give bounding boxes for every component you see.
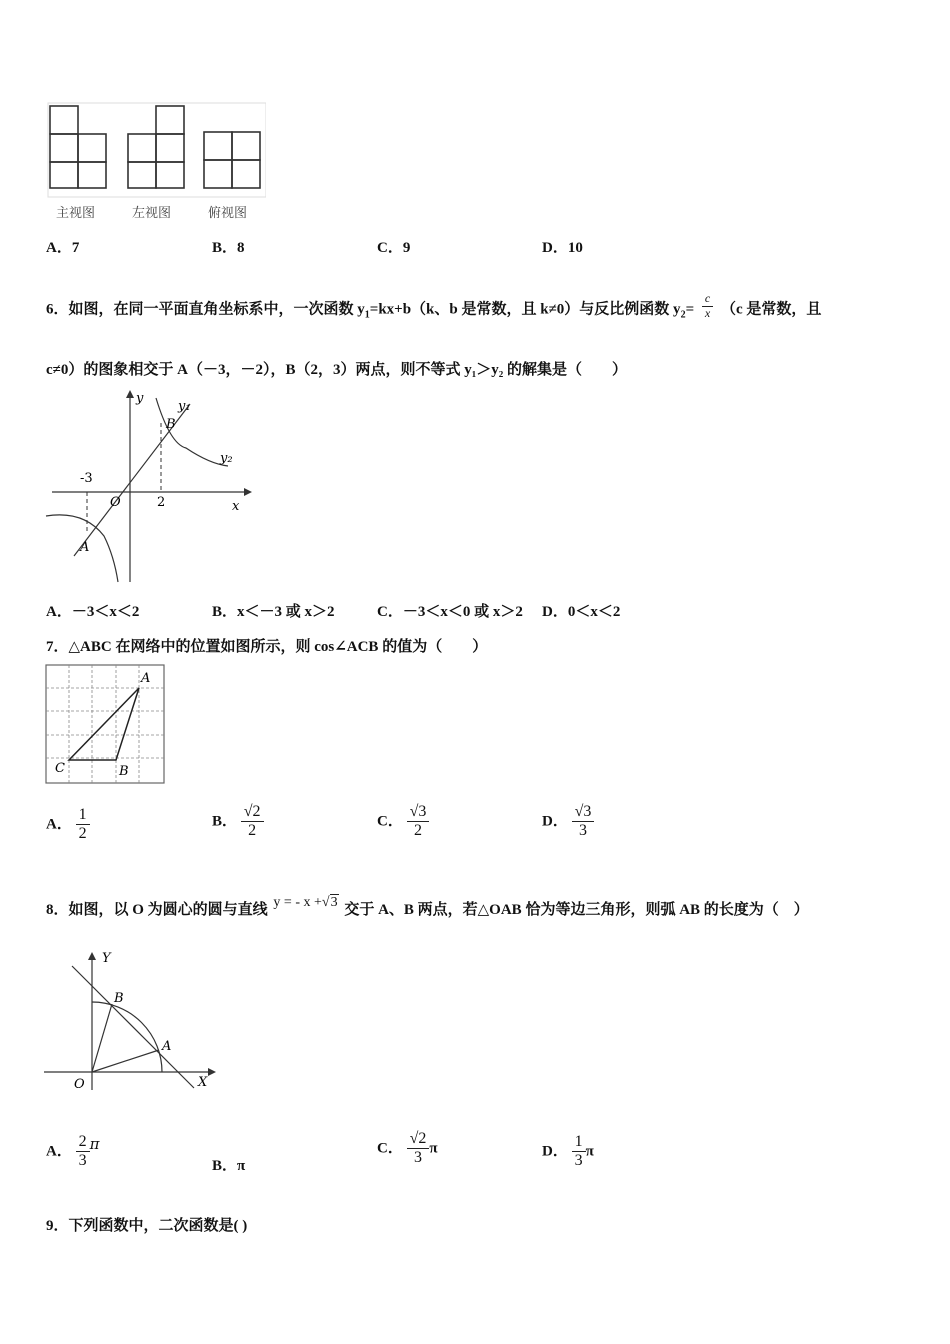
q7-option-c-fraction	[407, 803, 430, 841]
q7-option-d-fraction	[572, 803, 595, 841]
top-view-label: 俯视图	[208, 206, 248, 221]
q6-option-d[interactable]: D．0＜x＜2	[542, 604, 621, 620]
q8-option-d-fraction	[572, 1133, 586, 1171]
q6-neg3-label: -3	[80, 471, 93, 486]
q5-option-c[interactable]: C．9	[377, 240, 411, 256]
q8-segment-oa	[92, 1050, 159, 1072]
q6-sub-1: 1	[364, 309, 370, 321]
figure-border	[48, 103, 266, 197]
q6-stem-part-b: =kx+b（k、b 是常数，且 k≠0）与反比例函数 y	[369, 301, 681, 318]
q7-option-a-fraction	[76, 806, 90, 844]
q6-option-a[interactable]: A．－3＜x＜2	[46, 604, 140, 620]
q8-a-pi: π	[89, 1135, 100, 1154]
q8-stem	[46, 895, 809, 919]
q8-option-c-fraction	[407, 1130, 430, 1168]
q5-option-d[interactable]: D．10	[542, 240, 583, 256]
q8-c-radicand: 2	[418, 1130, 427, 1147]
q6-x-arrow	[244, 488, 252, 496]
q8-c-den: 3	[413, 1149, 422, 1167]
q7-option-b[interactable]	[212, 803, 264, 841]
q8-segment-ob	[92, 1004, 112, 1072]
q8-d-num: 1	[572, 1133, 586, 1152]
q7-point-a-label: A	[141, 671, 151, 686]
q6-stem-part-d: （c 是常数，且	[720, 301, 822, 318]
q7-stem: 7．△ABC 在网络中的位置如图所示，则 cos∠ACB 的值为（ ）	[46, 639, 488, 655]
sqrt-sign: √	[243, 803, 253, 820]
front-view-label: 主视图	[56, 206, 96, 221]
q7-point-c-label: C	[55, 761, 65, 776]
q6-hyperbola-right	[156, 398, 228, 466]
q7-a-num: 1	[76, 806, 90, 825]
q6-y1-label: y₁	[178, 399, 191, 414]
q6-option-c[interactable]: C．－3＜x＜0 或 x＞2	[377, 604, 523, 620]
q8-a-num: 2	[76, 1133, 90, 1152]
q6-stem-part-a: 6．如图，在同一平面直角坐标系中，一次函数 y	[46, 301, 365, 318]
q6-y-arrow	[126, 390, 134, 398]
q8-origin-label: O	[74, 1077, 85, 1092]
q9-stem: 9．下列函数中，二次函数是( )	[46, 1218, 248, 1234]
q7-option-d-label: D．	[542, 813, 568, 830]
three-views-figure	[44, 100, 266, 224]
q6-frac-den: x	[704, 305, 711, 320]
q6-point-b-label: B	[166, 417, 176, 432]
q6-point-a-label: A	[80, 540, 90, 555]
q6-y-label: y	[136, 391, 144, 406]
q8-d-pi: π	[585, 1143, 594, 1160]
q7-b-radicand: 2	[252, 803, 261, 820]
q8-c-pi: π	[429, 1140, 438, 1157]
q8-formula	[273, 895, 338, 910]
q8-formula-text: y = - x +	[273, 895, 322, 910]
q7-grid-figure	[45, 664, 165, 786]
q7-d-radicand: 3	[583, 803, 592, 820]
q7-option-b-fraction	[241, 803, 264, 841]
q7-option-c[interactable]	[377, 803, 429, 841]
q8-option-b[interactable]: B．π	[212, 1158, 246, 1174]
q6-fraction-c-over-x	[702, 292, 713, 321]
sqrt-sign: √	[409, 803, 419, 820]
q8-a-den: 3	[78, 1152, 87, 1170]
q7-d-den: 3	[578, 822, 587, 840]
q8-graph	[42, 944, 222, 1094]
q8-option-c[interactable]	[377, 1130, 438, 1168]
q8-option-c-label: C．	[377, 1140, 403, 1157]
q8-option-d-label: D．	[542, 1143, 568, 1160]
sqrt-sign: √	[321, 895, 330, 910]
q8-formula-radicand: 3	[330, 895, 338, 910]
q7-option-c-label: C．	[377, 813, 403, 830]
q8-line	[72, 966, 194, 1088]
q8-stem-part-a: 8．如图，以 O 为圆心的圆与直线	[46, 902, 268, 918]
sqrt-sign: √	[409, 1130, 419, 1147]
q6-option-b[interactable]: B．x＜－3 或 x＞2	[212, 604, 335, 620]
q6-two-label: 2	[157, 495, 166, 510]
q7-a-den: 2	[78, 825, 87, 843]
front-view-shape	[50, 106, 106, 188]
q8-y-label: Y	[102, 951, 111, 966]
q6-stem-line1	[46, 291, 822, 325]
q6-frac-num: c	[702, 292, 713, 307]
q8-stem-part-b: 交于 A、B 两点，若△OAB 恰为等边三角形，则弧 AB 的长度为（ ）	[344, 902, 809, 918]
three-views-drawing	[44, 100, 266, 200]
q7-option-b-label: B．	[212, 813, 238, 830]
q8-y-arrow	[88, 952, 96, 960]
q7-c-den: 2	[413, 822, 422, 840]
q7-option-a-label: A．	[46, 816, 72, 833]
q6-sub-2: 2	[680, 309, 686, 321]
q8-point-b-label: B	[114, 991, 124, 1006]
q8-option-a-label: A．	[46, 1143, 72, 1160]
q5-option-a[interactable]: A．7	[46, 240, 80, 256]
q8-option-a[interactable]	[46, 1133, 99, 1171]
q6-stem-equals: =	[685, 301, 695, 318]
left-view-label: 左视图	[132, 206, 172, 221]
q7-option-d[interactable]	[542, 803, 594, 841]
q8-option-d[interactable]	[542, 1133, 594, 1171]
q7-b-den: 2	[248, 822, 257, 840]
q6-origin-label: O	[110, 495, 121, 510]
top-view-shape	[204, 132, 260, 188]
q8-d-den: 3	[574, 1152, 583, 1170]
q6-stem-line2: c≠0）的图象相交于 A（－3，－2），B（2，3）两点，则不等式 y₁＞y₂ 的解集是（ ）	[46, 362, 627, 378]
q7-c-radicand: 3	[418, 803, 427, 820]
q6-graph	[44, 386, 254, 586]
q6-y2-label: y₂	[220, 451, 233, 466]
q7-point-b-label: B	[119, 764, 129, 779]
q5-option-b[interactable]: B．8	[212, 240, 245, 256]
q8-x-label: X	[198, 1075, 208, 1090]
left-view-shape	[128, 106, 184, 188]
q6-x-label: x	[232, 499, 240, 514]
q8-option-a-fraction	[76, 1133, 90, 1171]
q7-option-a[interactable]	[46, 806, 90, 844]
q8-point-a-label: A	[162, 1039, 172, 1054]
q8-x-arrow	[208, 1068, 216, 1076]
sqrt-sign: √	[574, 803, 584, 820]
